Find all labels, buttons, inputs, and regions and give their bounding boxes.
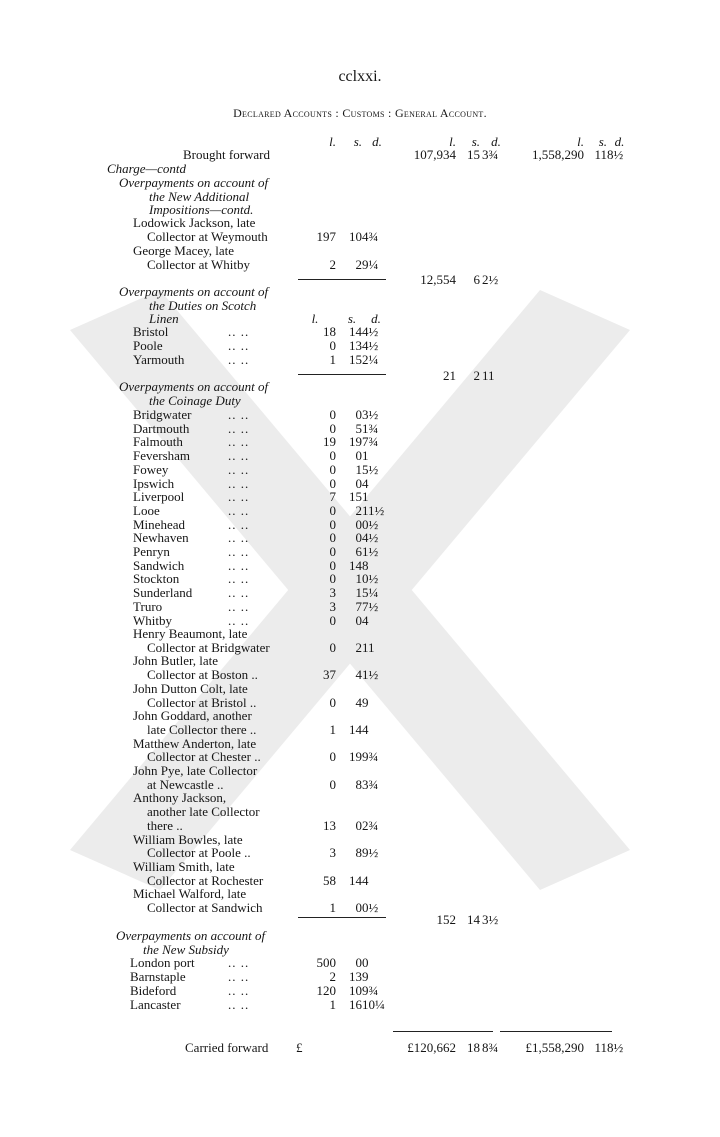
page-heading: Declared Accounts : Customs : General Account. bbox=[233, 106, 487, 120]
section3-entry-name: at Newcastle .. bbox=[147, 776, 224, 792]
section1-subtotal-rule bbox=[298, 279, 386, 280]
section3-row-l: 19 bbox=[323, 434, 336, 450]
section4-row-name: Lancaster bbox=[130, 997, 181, 1012]
section1-total-d: 2½ bbox=[482, 272, 499, 287]
section3-row-name: Stockton bbox=[133, 571, 180, 587]
section3-row-name: Falmouth bbox=[133, 434, 183, 450]
section3-row-s: 19 bbox=[349, 434, 362, 450]
section4-row-d: 10¼ bbox=[362, 997, 385, 1012]
charge-label: Charge—contd bbox=[107, 161, 186, 176]
section3-row-leader: .. .. bbox=[228, 516, 250, 532]
section3-row-l: 0 bbox=[329, 516, 336, 532]
section3-row-s: 15 bbox=[349, 489, 362, 505]
section3-entry-d: 9½ bbox=[362, 845, 379, 861]
carried-forward-c2-l: £120,662 bbox=[407, 1040, 456, 1055]
section3-entry-d: 3¾ bbox=[362, 776, 379, 792]
section3-row-s: 1 bbox=[355, 585, 362, 601]
section4-row-l: 2 bbox=[329, 969, 336, 984]
section4-row-s: 16 bbox=[349, 997, 362, 1012]
section3-row-name: Ipswich bbox=[133, 475, 175, 491]
column-header-cols3-2: d. bbox=[614, 134, 625, 149]
section2-row-leader: .. .. bbox=[228, 338, 250, 353]
section1-heading-line: the New Additional bbox=[149, 188, 250, 204]
section3-entry-name: John Dutton Colt, late bbox=[133, 680, 248, 696]
section3-entry-l: 1 bbox=[329, 900, 336, 915]
section3-row-d: 1 bbox=[362, 489, 369, 505]
section3-total-s: 14 bbox=[467, 912, 480, 927]
section3-row-s: 0 bbox=[355, 407, 362, 422]
section3-row-leader: .. .. bbox=[228, 571, 250, 587]
section1-entry-d: 9¼ bbox=[362, 257, 379, 272]
section3-row-l: 0 bbox=[329, 530, 336, 546]
section3-row-leader: .. .. bbox=[228, 407, 250, 422]
section3-row-l: 0 bbox=[329, 571, 336, 587]
section2-row-leader: .. .. bbox=[228, 352, 250, 367]
section1-entry-s: 2 bbox=[355, 257, 362, 272]
section3-row-s: 1 bbox=[355, 571, 362, 587]
section1-entry-l: 2 bbox=[329, 257, 336, 272]
section2-row-d: 4½ bbox=[362, 324, 379, 339]
section3-entry-name: Collector at Poole .. bbox=[147, 845, 251, 861]
section1-heading-line: Impositions—contd. bbox=[149, 202, 254, 217]
section3-entry-l: 58 bbox=[323, 872, 336, 888]
section3-row-name: Sandwich bbox=[133, 557, 185, 573]
section3-entry-name: Collector at Rochester bbox=[147, 872, 264, 888]
section2-row-name: Yarmouth bbox=[133, 352, 185, 367]
section3-entry-name: William Smith, late bbox=[133, 858, 235, 874]
section3-row-l: 0 bbox=[329, 420, 336, 436]
column-header-cols1-2: d. bbox=[372, 134, 382, 149]
section3-row-leader: .. .. bbox=[228, 489, 250, 505]
section3-row-d: 1 bbox=[362, 448, 369, 464]
section3-entry-s: 8 bbox=[355, 776, 362, 792]
brought-forward-c3-d: 8½ bbox=[607, 147, 624, 162]
section4-row-l: 120 bbox=[316, 983, 336, 998]
section3-entry-name: John Butler, late bbox=[133, 653, 219, 669]
section3-row-l: 0 bbox=[329, 448, 336, 464]
section3-entry-name: Anthony Jackson, bbox=[133, 790, 227, 806]
section2-row-l: 18 bbox=[323, 324, 336, 339]
section2-row-d: 2¼ bbox=[362, 352, 379, 367]
section3-entry-s: 4 bbox=[355, 667, 362, 683]
page-number: cclxxi. bbox=[338, 68, 382, 85]
section3-row-d: 11½ bbox=[362, 502, 385, 518]
section1-entry-name: Lodowick Jackson, late bbox=[133, 215, 256, 230]
column-header-cols3-0: l. bbox=[577, 134, 584, 149]
carried-forward-currency: £ bbox=[296, 1040, 303, 1055]
section4-row-leader: .. .. bbox=[228, 983, 250, 998]
brought-forward-c3-s: 11 bbox=[594, 147, 607, 162]
section2-row-name: Bristol bbox=[133, 324, 169, 339]
section3-entry-s: 14 bbox=[349, 872, 362, 888]
section2-row-leader: .. .. bbox=[228, 324, 250, 339]
section3-row-l: 0 bbox=[329, 612, 336, 628]
section4-row-d: 9¾ bbox=[362, 983, 379, 998]
section3-row-name: Fowey bbox=[133, 461, 169, 477]
section3-entry-name: Collector at Bristol .. bbox=[147, 694, 257, 710]
section3-entry-s: 0 bbox=[355, 817, 362, 833]
section1-total-l: 12,554 bbox=[420, 272, 456, 287]
section3-row-name: Whitby bbox=[133, 612, 172, 628]
carried-forward-c3-s: 11 bbox=[594, 1040, 607, 1055]
section3-entry-d: 9¾ bbox=[362, 749, 379, 765]
carried-forward-c3-l: £1,558,290 bbox=[525, 1040, 584, 1055]
section3-row-name: Feversham bbox=[133, 448, 191, 464]
section3-row-leader: .. .. bbox=[228, 530, 250, 546]
section3-entry-l: 0 bbox=[329, 749, 336, 765]
section3-row-name: Looe bbox=[133, 502, 160, 518]
section3-entry-name: Collector at Bridgwater bbox=[147, 639, 270, 655]
section3-entry-name: John Pye, late Collector bbox=[133, 763, 258, 778]
section3-row-s: 1 bbox=[355, 461, 362, 477]
section3-row-s: 0 bbox=[355, 612, 362, 628]
section3-entry-name: Collector at Sandwich bbox=[147, 900, 263, 915]
carried-forward-c2-s: 18 bbox=[467, 1040, 480, 1055]
section3-row-l: 3 bbox=[329, 598, 336, 614]
column-header-cols2-1: s. bbox=[471, 134, 480, 149]
section1-entry-name: Collector at Weymouth bbox=[147, 229, 268, 244]
section3-row-name: Liverpool bbox=[133, 489, 185, 505]
section2-row-d: 4½ bbox=[362, 338, 379, 353]
section4-row-leader: .. .. bbox=[228, 969, 250, 984]
section3-row-s: 2 bbox=[355, 502, 362, 518]
section3-entry-l: 37 bbox=[323, 667, 336, 683]
section4-row-s: 10 bbox=[349, 983, 362, 998]
section2-total-d: 11 bbox=[482, 368, 495, 383]
linen-column-header-0: l. bbox=[311, 311, 319, 326]
section3-entry-l: 0 bbox=[329, 694, 336, 710]
section3-row-d: 7¾ bbox=[362, 434, 379, 450]
section1-entry-s: 10 bbox=[349, 229, 362, 244]
brought-forward-c3-l: 1,558,290 bbox=[532, 147, 584, 162]
section3-row-l: 0 bbox=[329, 557, 336, 573]
section3-entry-s: 19 bbox=[349, 749, 362, 765]
linen-column-header-1: s. bbox=[347, 311, 357, 326]
section3-heading-line: Overpayments on account of bbox=[119, 379, 269, 394]
section3-total-d: 3½ bbox=[482, 912, 499, 927]
section3-row-l: 0 bbox=[329, 407, 336, 422]
section3-row-leader: .. .. bbox=[228, 585, 250, 601]
section3-row-s: 14 bbox=[349, 557, 362, 573]
section3-row-name: Minehead bbox=[133, 516, 185, 532]
section3-entry-s: 2 bbox=[355, 639, 362, 655]
section2-row-s: 14 bbox=[349, 324, 362, 339]
section3-entry-name: Henry Beaumont, late bbox=[133, 626, 248, 641]
section4-heading-line: Overpayments on account of bbox=[116, 928, 266, 943]
section2-total-l: 21 bbox=[443, 368, 456, 383]
section3-entry-d: 11 bbox=[362, 639, 375, 655]
brought-forward-label: Brought forward bbox=[183, 147, 271, 162]
section1-heading-line: Overpayments on account of bbox=[119, 175, 269, 190]
section3-row-s: 0 bbox=[355, 448, 362, 464]
section3-row-name: Dartmouth bbox=[133, 420, 190, 436]
section3-row-name: Bridgwater bbox=[133, 407, 192, 422]
linen-column-header-2: d. bbox=[371, 311, 381, 326]
section3-entry-l: 3 bbox=[329, 845, 336, 861]
section3-row-leader: .. .. bbox=[228, 612, 250, 628]
column-header-cols1-1: s. bbox=[353, 134, 362, 149]
section3-entry-name: there .. bbox=[147, 817, 183, 833]
section3-row-s: 0 bbox=[355, 516, 362, 532]
section3-entry-d: 4 bbox=[362, 872, 369, 888]
column-header-cols1-0: l. bbox=[329, 134, 336, 149]
section2-row-name: Poole bbox=[133, 338, 163, 353]
section3-entry-name: Matthew Anderton, late bbox=[133, 735, 257, 751]
section1-total-s: 6 bbox=[473, 272, 480, 287]
carried-forward-label: Carried forward bbox=[185, 1040, 269, 1055]
section3-row-leader: .. .. bbox=[228, 598, 250, 614]
section3-row-l: 0 bbox=[329, 544, 336, 559]
section3-entry-name: Michael Walford, late bbox=[133, 886, 247, 902]
section3-row-s: 6 bbox=[355, 544, 362, 559]
section2-subtotal-rule bbox=[298, 374, 386, 375]
carried-forward-rule-c2 bbox=[393, 1031, 493, 1032]
section3-row-s: 0 bbox=[355, 475, 362, 491]
section4-row-name: Barnstaple bbox=[130, 969, 186, 984]
section4-row-d: 0 bbox=[362, 955, 369, 970]
section3-row-d: 4 bbox=[362, 475, 369, 491]
section3-row-s: 7 bbox=[355, 598, 362, 614]
section4-row-leader: .. .. bbox=[228, 955, 250, 970]
section3-total-l: 152 bbox=[436, 912, 456, 927]
section3-entry-d: 2¾ bbox=[362, 817, 379, 833]
section2-heading-line: the Duties on Scotch bbox=[149, 297, 257, 313]
section3-row-d: 0½ bbox=[362, 571, 379, 587]
section3-row-leader: .. .. bbox=[228, 434, 250, 450]
section3-row-name: Newhaven bbox=[133, 530, 189, 546]
section1-entry-l: 197 bbox=[316, 229, 336, 244]
section4-row-leader: .. .. bbox=[228, 997, 250, 1012]
section3-row-d: 0½ bbox=[362, 516, 379, 532]
section3-row-d: 8 bbox=[362, 557, 369, 573]
section3-row-l: 0 bbox=[329, 475, 336, 491]
section3-row-s: 0 bbox=[355, 530, 362, 546]
section4-row-s: 13 bbox=[349, 969, 362, 984]
section3-row-d: 5¼ bbox=[362, 585, 379, 601]
section3-entry-s: 4 bbox=[355, 694, 362, 710]
section3-entry-name: late Collector there .. bbox=[147, 721, 257, 737]
section3-row-d: 4 bbox=[362, 612, 369, 628]
section2-row-l: 0 bbox=[329, 338, 336, 353]
section3-heading-line: the Coinage Duty bbox=[149, 392, 241, 408]
section3-entry-l: 0 bbox=[329, 776, 336, 792]
section3-row-leader: .. .. bbox=[228, 557, 250, 573]
section3-entry-name: John Goddard, another bbox=[133, 708, 252, 724]
column-header-cols3-1: s. bbox=[598, 134, 607, 149]
section3-entry-l: 13 bbox=[323, 817, 336, 833]
carried-forward-c3-d: 8½ bbox=[607, 1040, 624, 1055]
section3-row-s: 5 bbox=[355, 420, 362, 436]
section3-row-name: Truro bbox=[133, 598, 163, 614]
carried-forward-c2-d: 8¾ bbox=[482, 1040, 499, 1055]
section1-entry-name: Collector at Whitby bbox=[147, 257, 251, 272]
section3-row-leader: .. .. bbox=[228, 448, 250, 464]
section2-heading-line: Overpayments on account of bbox=[119, 284, 269, 299]
section3-row-l: 3 bbox=[329, 585, 336, 601]
carried-forward-rule-c3 bbox=[500, 1031, 612, 1032]
section4-row-name: Bideford bbox=[130, 983, 177, 998]
section3-row-l: 0 bbox=[329, 502, 336, 518]
section3-row-leader: .. .. bbox=[228, 502, 250, 518]
section4-heading-line: the New Subsidy bbox=[143, 941, 229, 957]
section3-entry-d: 0½ bbox=[362, 900, 379, 915]
section3-entry-name: Collector at Boston .. bbox=[147, 667, 258, 683]
section3-entry-name: Collector at Chester .. bbox=[147, 749, 261, 765]
brought-forward-c2-d: 3¾ bbox=[482, 147, 499, 162]
column-header-cols2-2: d. bbox=[491, 134, 501, 149]
section2-row-s: 13 bbox=[349, 338, 362, 353]
brought-forward-c2-l: 107,934 bbox=[413, 147, 456, 162]
section4-row-name: London port bbox=[130, 955, 195, 970]
section3-row-d: 7½ bbox=[362, 598, 379, 614]
brought-forward-c2-s: 15 bbox=[467, 147, 480, 162]
section3-row-name: Penryn bbox=[133, 544, 170, 559]
section3-entry-d: 9 bbox=[362, 694, 369, 710]
section3-row-leader: .. .. bbox=[228, 461, 250, 477]
section3-row-leader: .. .. bbox=[228, 544, 250, 559]
section3-row-leader: .. .. bbox=[228, 420, 250, 436]
section2-row-l: 1 bbox=[329, 352, 336, 367]
section3-row-d: 5½ bbox=[362, 461, 379, 477]
section3-entry-name: another late Collector bbox=[147, 804, 260, 820]
section3-row-l: 7 bbox=[329, 489, 336, 505]
section3-entry-d: 1½ bbox=[362, 667, 379, 683]
section3-entry-d: 4 bbox=[362, 721, 369, 737]
section3-row-l: 0 bbox=[329, 461, 336, 477]
section4-row-l: 1 bbox=[329, 997, 336, 1012]
section3-entry-s: 8 bbox=[355, 845, 362, 861]
section3-entry-l: 0 bbox=[329, 639, 336, 655]
section2-row-s: 15 bbox=[349, 352, 362, 367]
section3-entry-s: 0 bbox=[355, 900, 362, 915]
section3-row-d: 4½ bbox=[362, 530, 379, 546]
section1-entry-name: George Macey, late bbox=[133, 243, 235, 258]
section4-row-s: 0 bbox=[355, 955, 362, 970]
section2-total-s: 2 bbox=[473, 368, 480, 383]
section3-row-d: 1½ bbox=[362, 544, 379, 559]
section3-entry-s: 14 bbox=[349, 721, 362, 737]
column-header-cols2-0: l. bbox=[449, 134, 456, 149]
section4-row-l: 500 bbox=[316, 955, 336, 970]
section3-subtotal-rule bbox=[298, 917, 386, 918]
section3-entry-l: 1 bbox=[329, 721, 336, 737]
section3-row-d: 3½ bbox=[362, 407, 379, 422]
section4-row-d: 9 bbox=[362, 969, 369, 984]
section3-row-leader: .. .. bbox=[228, 475, 250, 491]
section3-row-d: 1¾ bbox=[362, 420, 379, 436]
section3-entry-name: William Bowles, late bbox=[133, 831, 243, 847]
section1-entry-d: 4¾ bbox=[362, 229, 379, 244]
section2-heading-line: Linen bbox=[149, 311, 179, 326]
section3-row-name: Sunderland bbox=[133, 585, 193, 601]
